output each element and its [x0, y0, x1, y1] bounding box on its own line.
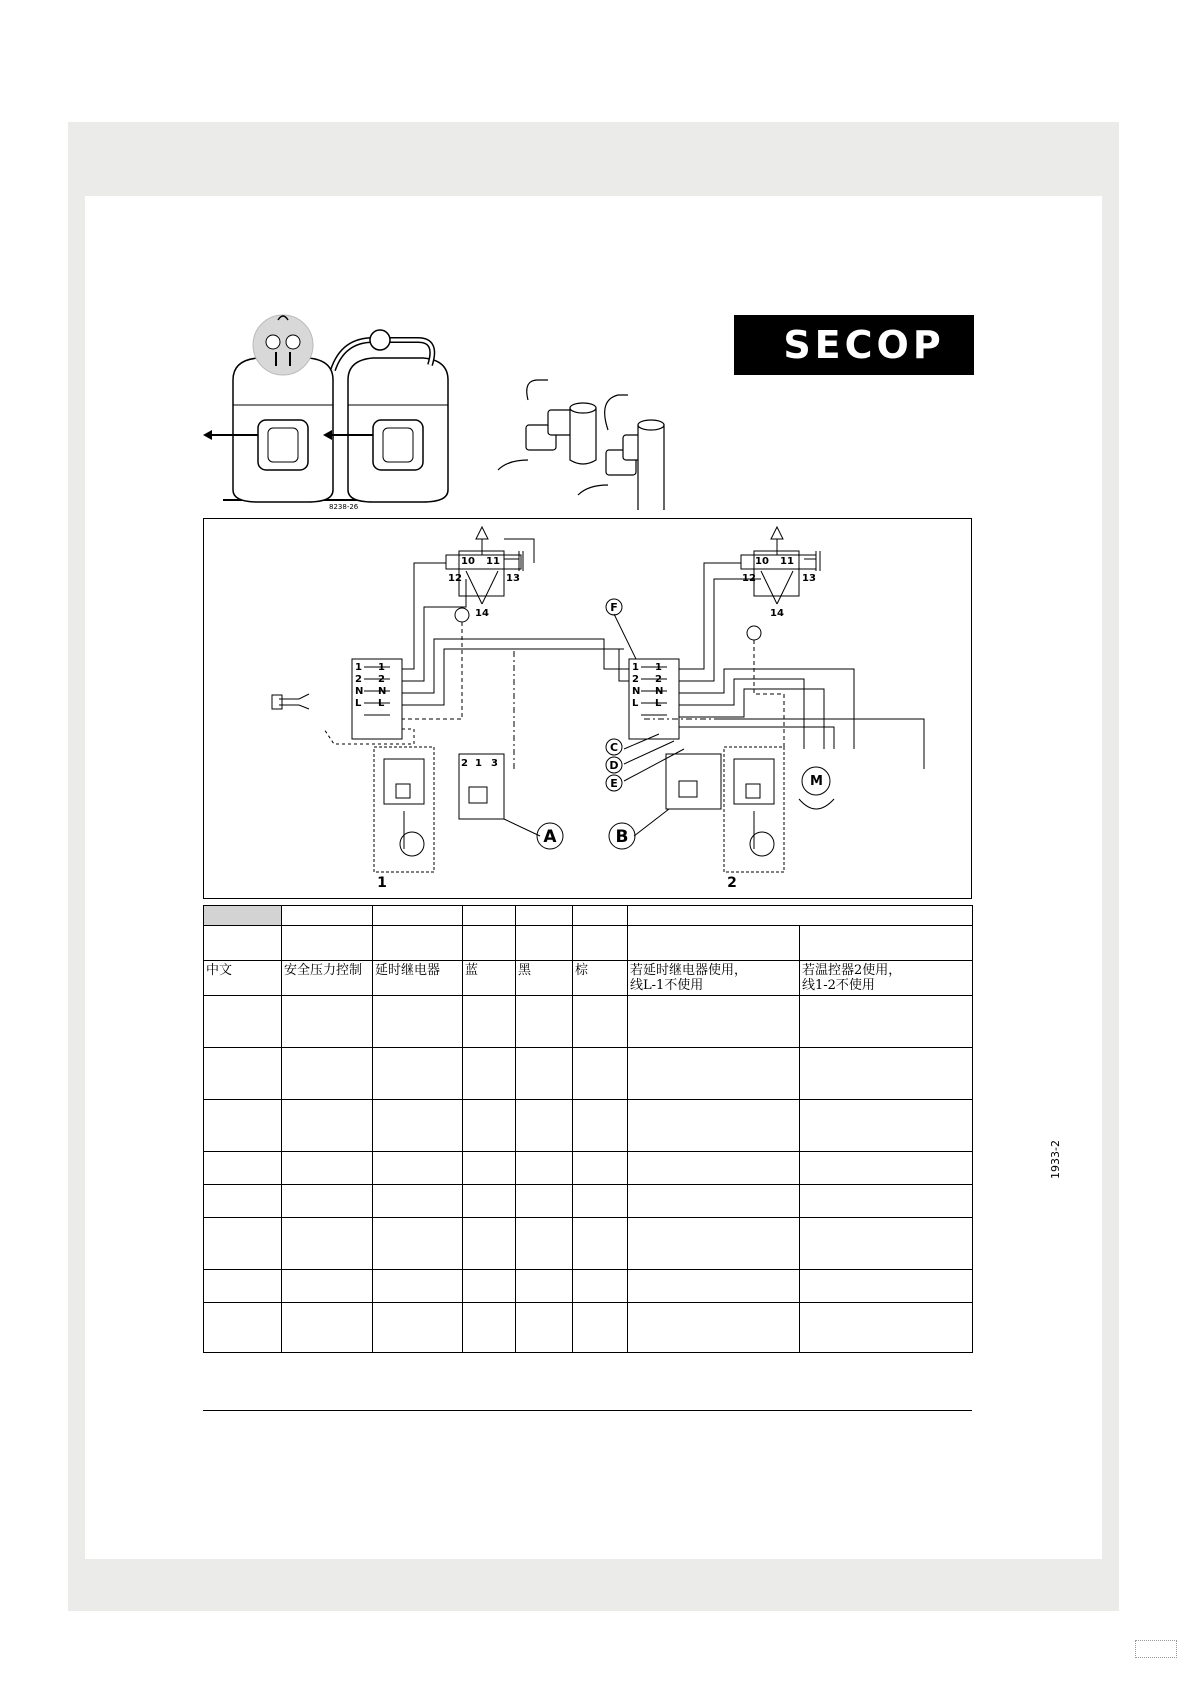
secop-logo [734, 315, 974, 375]
motor-label: M [810, 774, 823, 789]
terminal-label: N [355, 686, 364, 697]
table-cell [282, 906, 373, 926]
page-corner-mark [1135, 1640, 1177, 1658]
relay-label: 13 [506, 573, 520, 584]
table-cell [204, 906, 282, 926]
terminal-label: 1 [655, 662, 662, 673]
table-cell [628, 926, 800, 961]
terminal-label: L [655, 698, 662, 709]
relay-label: 12 [742, 573, 756, 584]
timer-note-line1: 若延时继电器使用， [630, 963, 748, 978]
table-row [204, 1100, 973, 1152]
compressor-illustration [198, 310, 678, 510]
wiring-legend-table [203, 905, 973, 1353]
table-row [204, 1048, 973, 1100]
relay-label: 14 [770, 608, 784, 619]
callout-2: 2 [727, 875, 737, 891]
language-cell: 中文 [204, 961, 282, 996]
blue-cell: 蓝 [463, 961, 516, 996]
thermostat-note-line1: 若温控器2使用， [802, 963, 902, 978]
timer-note-cell [628, 961, 800, 996]
callout-a: A [543, 827, 557, 847]
table-cell [573, 926, 628, 961]
table-row [204, 926, 973, 961]
relay-label: 10 [755, 556, 769, 567]
table-row [204, 1270, 973, 1303]
terminal-label: L [632, 698, 639, 709]
terminal-label: 2 [378, 674, 385, 685]
callout-1: 1 [377, 875, 387, 891]
relay-label: 11 [780, 556, 794, 567]
callout-f: F [610, 601, 618, 614]
diagram-code: 1933-2 [1049, 1140, 1062, 1179]
table-row [204, 996, 973, 1048]
table-cell [516, 906, 573, 926]
relay-label: 11 [486, 556, 500, 567]
logo-text: SECOP [783, 323, 945, 367]
timer-note-line2: 线L-1不使用 [630, 978, 704, 993]
callout-b: B [615, 827, 629, 847]
table-cell [373, 926, 463, 961]
terminal-label: 1 [378, 662, 385, 673]
timer-terminal: 2 [461, 758, 468, 769]
table-row [204, 1218, 973, 1270]
thermostat-note-cell [800, 961, 973, 996]
table-cell [463, 926, 516, 961]
wiring-diagram-svg [204, 519, 973, 900]
terminal-label: 2 [655, 674, 662, 685]
relay-label: 12 [448, 573, 462, 584]
terminal-label: N [655, 686, 664, 697]
timer-terminal: 3 [491, 758, 498, 769]
terminal-label: 2 [355, 674, 362, 685]
footer-rule [203, 1410, 972, 1411]
table-row-chinese [204, 961, 973, 996]
callout-e: E [610, 777, 618, 790]
terminal-label: 1 [355, 662, 362, 673]
terminal-label: 2 [632, 674, 639, 685]
figure-code: 8238-26 [329, 503, 359, 511]
table-cell [204, 926, 282, 961]
table-row [204, 1152, 973, 1185]
table-cell [463, 906, 516, 926]
relay-label: 13 [802, 573, 816, 584]
table-cell [573, 906, 628, 926]
terminal-label: 1 [632, 662, 639, 673]
relay-label: 10 [461, 556, 475, 567]
callout-c: C [609, 741, 619, 754]
terminal-label: N [632, 686, 641, 697]
table-cell [282, 926, 373, 961]
timer-relay-cell: 延时继电器 [373, 961, 463, 996]
safety-control-cell: 安全压力控制 [282, 961, 373, 996]
black-cell: 黑 [516, 961, 573, 996]
brown-cell: 棕 [573, 961, 628, 996]
table-row [204, 1185, 973, 1218]
terminal-label: N [378, 686, 387, 697]
relay-label: 14 [475, 608, 489, 619]
timer-terminal: 1 [475, 758, 482, 769]
terminal-label: L [355, 698, 362, 709]
table-cell [628, 906, 973, 926]
table-cell [800, 926, 973, 961]
table-row [204, 1303, 973, 1353]
table-header-row [204, 906, 973, 926]
callout-d: D [609, 759, 619, 772]
table-cell [373, 906, 463, 926]
thermostat-note-line2: 线1-2不使用 [802, 978, 875, 993]
terminal-label: L [378, 698, 385, 709]
table-cell [516, 926, 573, 961]
